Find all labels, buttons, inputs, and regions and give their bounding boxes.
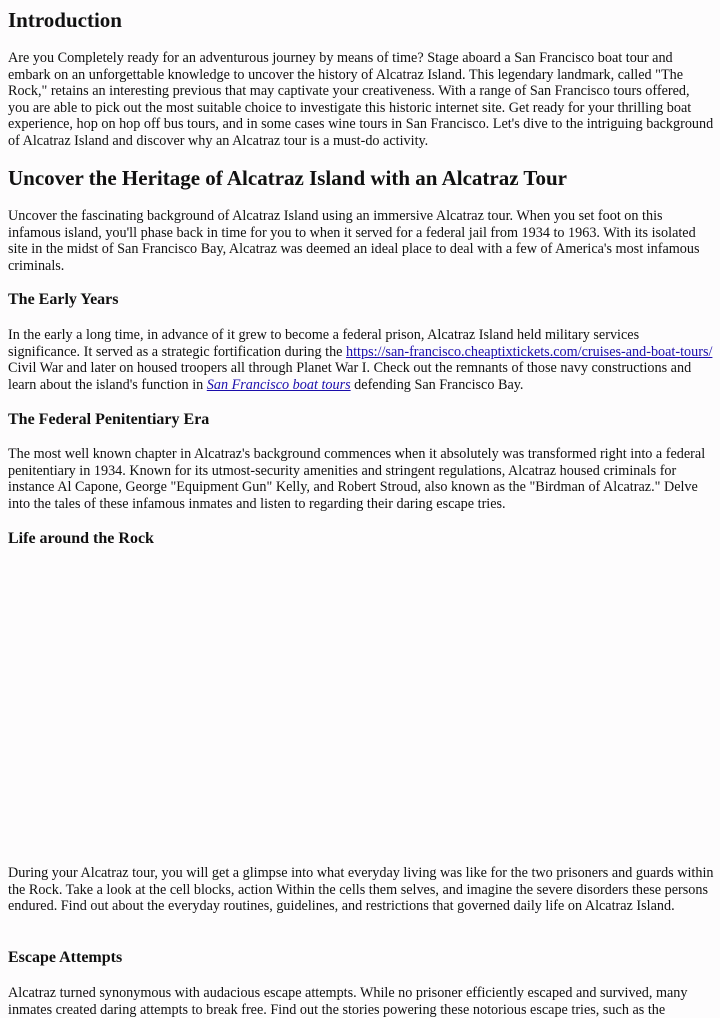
early-years-text-2: Civil War and later on housed troopers all through Planet War I. Check out the remnants of those navy constructions and learn about the island's function in [8, 360, 692, 393]
penitentiary-heading: The Federal Penitentiary Era [8, 411, 210, 428]
early-years-paragraph [8, 327, 714, 393]
introduction-paragraph: Are you Completely ready for an adventurous journey by means of time? Stage aboard a San Francisco boat tour and embark on an unforgettable knowledge to uncover the history of Alcatraz Island. This legendary landmark, called "The Rock," retains an interesting previous that may captivate your creativeness. With a range of San Francisco tours offered, you are able to pick out the most suitable choice to investigate this historic internet site. Get ready for your thrilling boat experience, hop on hop off bus tours, and in some cases wine tours in San Francisco. Let's dive to the intriguing background of Alcatraz Island and discover why an Alcatraz tour is a must-do activity. [8, 50, 714, 149]
escape-paragraph: Alcatraz turned synonymous with audacious escape attempts. While no prisoner efficiently escaped and survived, many inmates created daring attempts to break free. Find out the stories powering these notorious escape tries, such as the [8, 985, 688, 1018]
early-years-text-1: In the early a long time, in advance of it grew to become a federal prison, Alcatraz Island held military services significance. It served as a strategic fortification during the [8, 327, 640, 360]
life-paragraph: During your Alcatraz tour, you will get a glimpse into what everyday living was like for the two prisoners and guards within the Rock. Take a look at the cell blocks, action Within the cells them selves, and imagine the severe disorders these persons endured. Find out about the everyday routines, guidelines, and restrictions that governed daily life on Alcatraz Island. [8, 865, 714, 914]
life-heading: Life around the Rock [8, 530, 154, 547]
heritage-paragraph: Uncover the fascinating background of Alcatraz Island using an immersive Alcatraz tour. When you set foot on this infamous island, you'll phase back in time for you to when it served for a federal jail from 1934 to 1963. With its isolated site in the midst of San Francisco Bay, Alcatraz was deemed an ideal place to deal with a few of America's most infamous criminals. [8, 208, 700, 274]
escape-heading: Escape Attempts [8, 949, 123, 966]
introduction-heading: Introduction [8, 8, 122, 32]
article-image-placeholder [8, 560, 714, 860]
early-years-heading: The Early Years [8, 291, 119, 308]
penitentiary-paragraph: The most well known chapter in Alcatraz's background commences when it absolutely was transformed right into a federal penitentiary in 1934. Known for its utmost-security amenities and stringent regulations, Alcatraz housed criminals for instance Al Capone, George "Equipment Gun" Kelly, and Robert Stroud, also known as the "Birdman of Alcatraz." Delve into the tales of these infamous inmates and listen to regarding their daring escape tries. [8, 446, 706, 512]
cruises-tours-link[interactable]: https://san-francisco.cheaptixtickets.com/cruises-and-boat-tours/ [346, 343, 713, 360]
early-years-text-3: defending San Francisco Bay. [350, 376, 524, 393]
boat-tours-link[interactable]: San Francisco boat tours [206, 376, 351, 393]
heritage-heading: Uncover the Heritage of Alcatraz Island with an Alcatraz Tour [8, 166, 567, 190]
